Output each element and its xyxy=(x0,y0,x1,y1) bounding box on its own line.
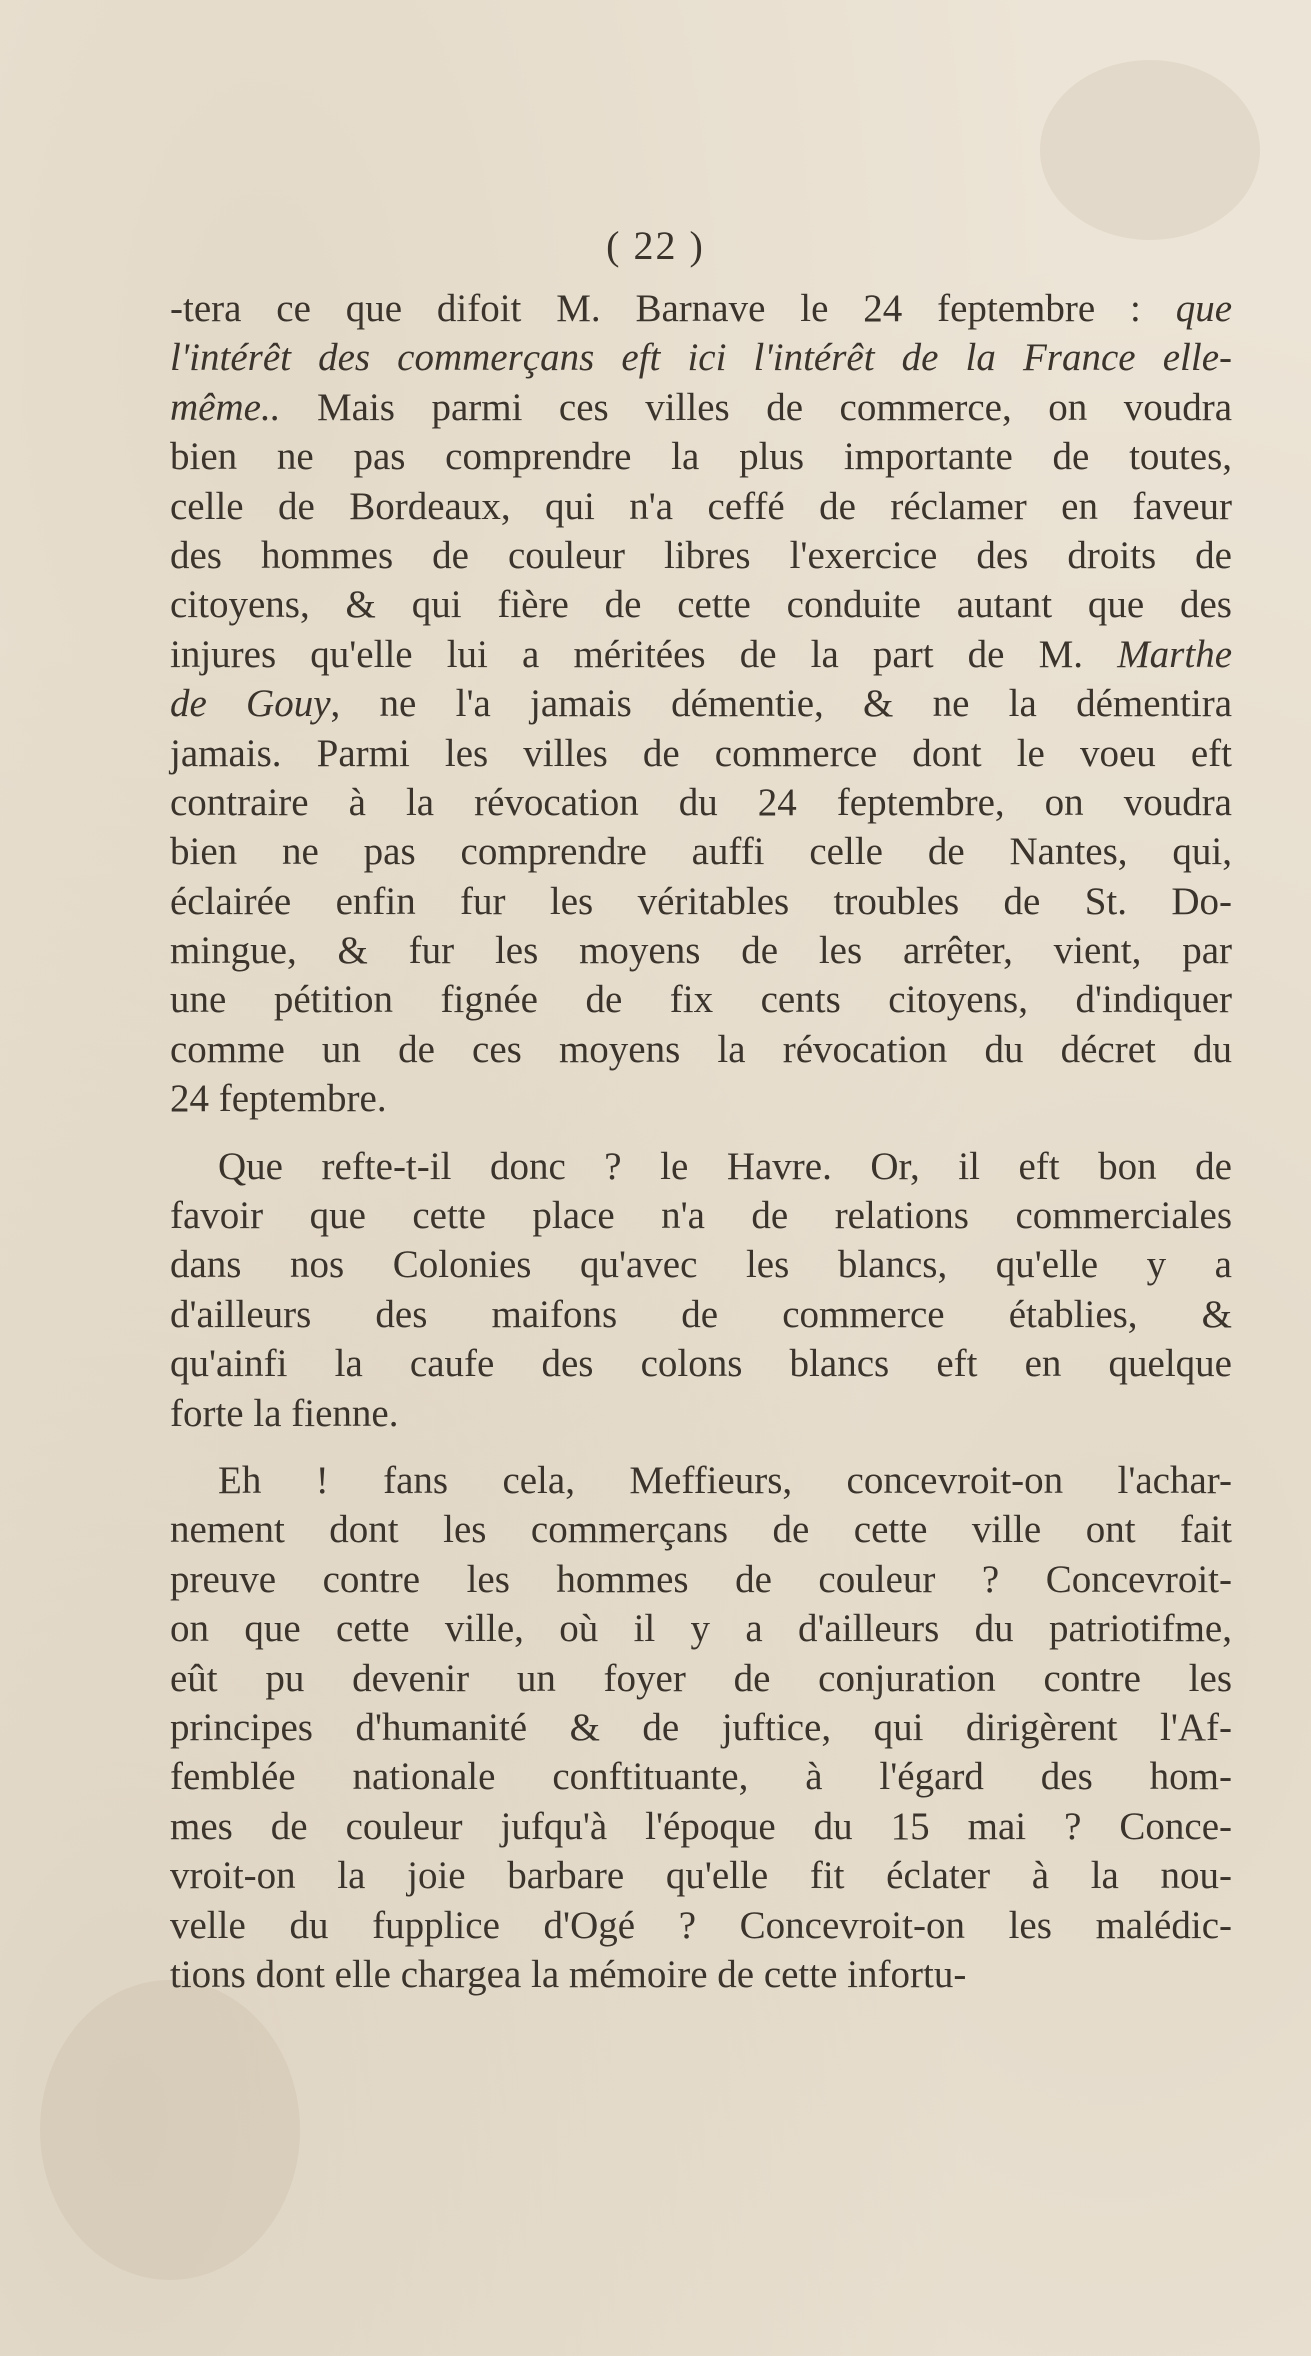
text-run: , ne l'a jamais démentie, & ne la démentira xyxy=(330,682,1232,726)
text-run: Mais parmi ces villes de commerce, on voudra xyxy=(280,385,1232,429)
text-line xyxy=(170,1505,1232,1554)
text-run: des hommes de couleur libres l'exercice des droits de xyxy=(170,533,1232,577)
text-run: contraire à la révocation du 24 feptembre, on voudra xyxy=(170,780,1232,824)
text-line xyxy=(170,432,1232,481)
text-line xyxy=(170,827,1232,876)
text-line xyxy=(170,729,1232,778)
text-line xyxy=(170,383,1232,432)
text-line xyxy=(170,1456,1232,1505)
text-line xyxy=(170,1654,1232,1703)
text-run: dans nos Colonies qu'avec les blancs, qu'elle y a xyxy=(170,1243,1232,1287)
page-number: ( 22 ) xyxy=(606,223,705,268)
text-line xyxy=(170,531,1232,580)
text-line xyxy=(170,630,1232,679)
text-run: jamais. Parmi les villes de commerce dont le voeu eft xyxy=(170,731,1232,775)
text-run: mingue, & fur les moyens de les arrêter, vient, par xyxy=(170,929,1232,973)
text-run: on que cette ville, où il y a d'ailleurs du patriotifme, xyxy=(170,1607,1232,1651)
text-run: Eh ! fans cela, Meffieurs, concevroit-on l'achar- xyxy=(218,1458,1232,1502)
text-run: citoyens, & qui fière de cette conduite autant que des xyxy=(170,583,1232,627)
text-line xyxy=(170,284,1232,333)
text-run: velle du fupplice d'Ogé ? Concevroit-on les malédic- xyxy=(170,1903,1232,1947)
text-line xyxy=(170,1290,1232,1339)
paper-stain xyxy=(1040,60,1260,240)
text-run: nement dont les commerçans de cette ville ont fait xyxy=(170,1508,1232,1552)
text-run: mes de couleur jufqu'à l'époque du 15 mai ? Conce- xyxy=(170,1804,1232,1848)
text-run: preuve contre les hommes de couleur ? Concevroit- xyxy=(170,1557,1232,1601)
text-run: bien ne pas comprendre auffi celle de Nantes, qui, xyxy=(170,830,1232,874)
text-line xyxy=(170,877,1232,926)
body-text xyxy=(170,284,1232,1999)
paragraph xyxy=(170,1456,1232,1999)
text-line xyxy=(170,482,1232,531)
text-line xyxy=(170,975,1232,1024)
text-line xyxy=(170,1025,1232,1074)
text-line xyxy=(170,580,1232,629)
text-line xyxy=(170,1950,1232,1999)
italic-text: que xyxy=(1175,287,1232,330)
italic-text: même.. xyxy=(170,385,281,429)
text-run: femblée nationale conftituante, à l'égard des hom- xyxy=(170,1755,1232,1799)
text-run: qu'ainfi la caufe des colons blancs eft en quelque xyxy=(170,1342,1232,1386)
text-run: forte la fienne. xyxy=(170,1391,399,1435)
text-line xyxy=(170,1074,1232,1123)
text-line xyxy=(170,679,1232,728)
text-run: favoir que cette place n'a de relations commerciales xyxy=(170,1194,1232,1238)
text-run: -tera ce que difoit M. Barnave le 24 feptembre : xyxy=(170,287,1176,330)
text-line xyxy=(170,333,1232,382)
text-run: éclairée enfin fur les véritables troubles de St. Do- xyxy=(170,879,1232,923)
text-run: une pétition fignée de fix cents citoyens, d'indiquer xyxy=(170,978,1232,1022)
italic-text: Marthe xyxy=(1117,632,1232,676)
text-line xyxy=(170,1703,1232,1752)
text-line xyxy=(170,1389,1232,1438)
paragraph xyxy=(170,284,1232,1124)
text-line xyxy=(170,1604,1232,1653)
text-run: Que refte-t-il donc ? le Havre. Or, il eft bon de xyxy=(218,1144,1232,1188)
text-line xyxy=(170,1339,1232,1388)
text-line xyxy=(170,778,1232,827)
text-run: comme un de ces moyens la révocation du décret du xyxy=(170,1027,1232,1071)
text-line xyxy=(170,1901,1232,1950)
text-line xyxy=(170,1191,1232,1240)
text-run: injures qu'elle lui a méritées de la part de M. xyxy=(170,632,1118,676)
text-run: bien ne pas comprendre la plus importante de toutes, xyxy=(170,435,1232,479)
text-line xyxy=(170,1802,1232,1851)
italic-text: l'intérêt des commerçans eft ici l'intérêt de la France elle- xyxy=(170,336,1232,380)
paper-stain xyxy=(40,1980,300,2280)
text-line xyxy=(170,1851,1232,1900)
text-run: principes d'humanité & de juftice, qui dirigèrent l'Af- xyxy=(170,1705,1232,1749)
text-run: tions dont elle chargea la mémoire de cette infortu- xyxy=(170,1952,967,1996)
text-line xyxy=(170,926,1232,975)
text-line xyxy=(170,1555,1232,1604)
text-line xyxy=(170,1142,1232,1191)
text-run: eût pu devenir un foyer de conjuration contre les xyxy=(170,1656,1232,1700)
text-run: 24 feptembre. xyxy=(170,1077,387,1121)
text-line xyxy=(170,1240,1232,1289)
italic-text: de Gouy xyxy=(170,682,331,726)
text-run: vroit-on la joie barbare qu'elle fit éclater à la nou- xyxy=(170,1854,1232,1898)
text-run: d'ailleurs des maifons de commerce établies, & xyxy=(170,1292,1232,1336)
paragraph xyxy=(170,1142,1232,1438)
text-line xyxy=(170,1752,1232,1801)
text-run: celle de Bordeaux, qui n'a ceffé de réclamer en faveur xyxy=(170,484,1232,528)
